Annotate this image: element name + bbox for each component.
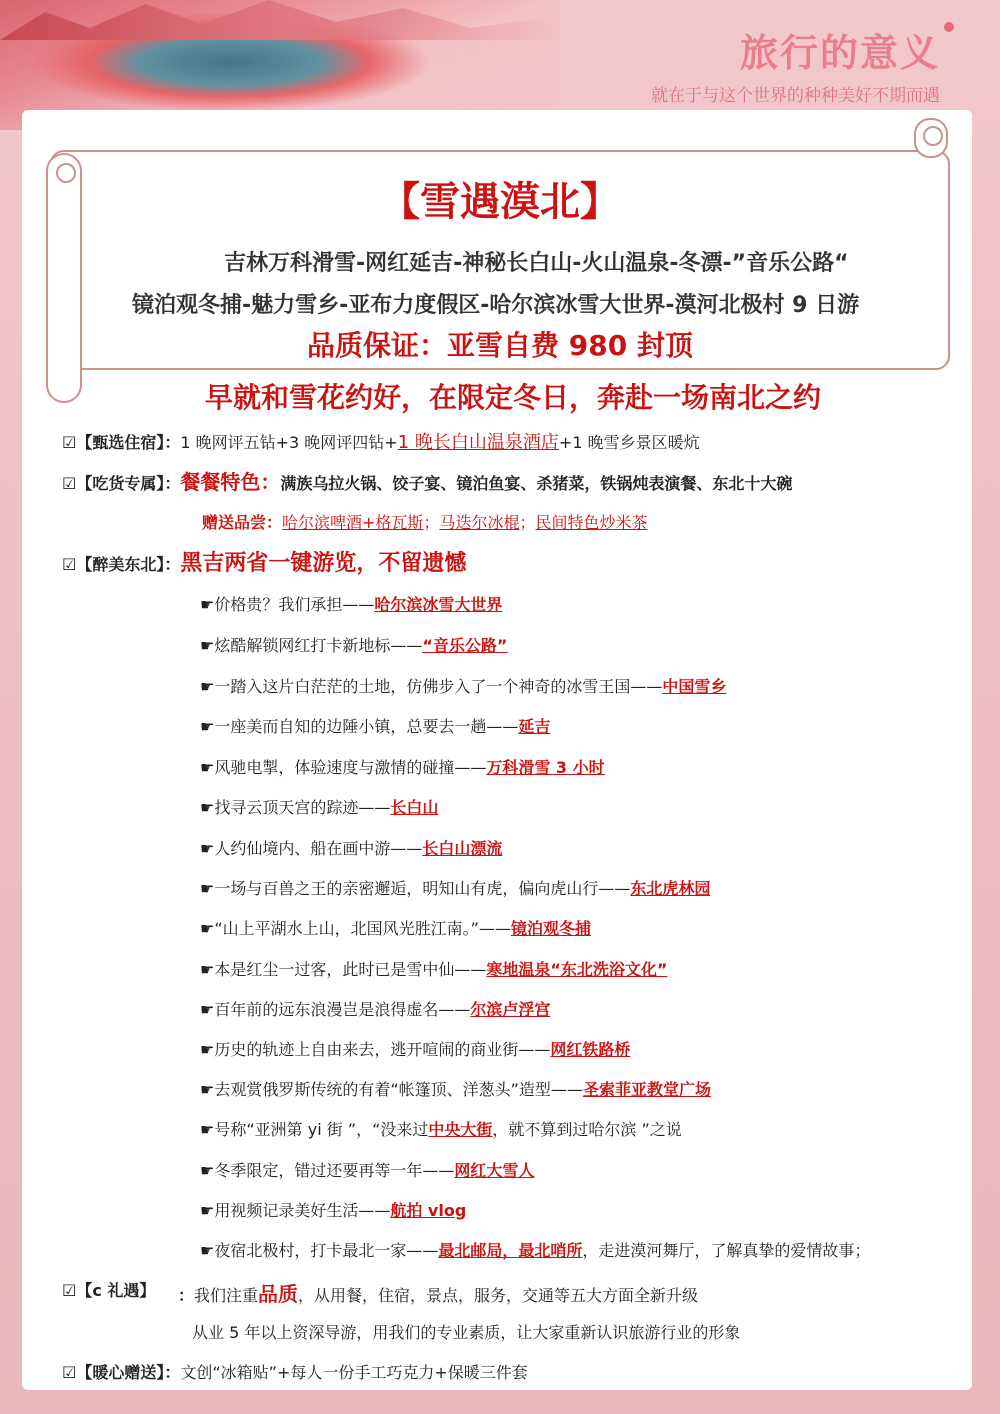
checkbox-icon: ☑ xyxy=(62,474,77,493)
list-item-highlight: 航拍 vlog xyxy=(390,1201,467,1220)
list-item-highlight: 长白山 xyxy=(390,798,439,817)
list-item-highlight: 圣索菲亚教堂广场 xyxy=(582,1080,711,1099)
list-item: ☛价格贵？我们承担——哈尔滨冰雪大世界 xyxy=(200,595,503,614)
service-text-2: ，从用餐，住宿，景点，服务，交通等五大方面全新升级 xyxy=(298,1286,699,1305)
service-colon: ： xyxy=(178,1286,195,1305)
checkbox-icon: ☑ xyxy=(62,555,77,574)
list-item-highlight: 中国雪乡 xyxy=(662,677,727,696)
list-item: ☛一踏入这片白茫茫的土地，仿佛步入了一个神奇的冰雪王国——中国雪乡 xyxy=(200,677,727,696)
service-row xyxy=(62,1278,155,1301)
food-gift-label: 赠送品尝： xyxy=(202,513,283,532)
service-text-1: 我们注重 xyxy=(194,1286,259,1305)
list-item-highlight: 延吉 xyxy=(518,717,551,736)
food-gift-3: 民间特色炒米茶 xyxy=(535,513,648,532)
food-gift-sep-2: ； xyxy=(519,513,536,532)
list-item-highlight: 东北虎林园 xyxy=(630,879,711,898)
list-item: ☛炫酷解锁网红打卡新地标——“音乐公路” xyxy=(200,636,508,655)
brand-dot-icon xyxy=(944,22,954,32)
hotel-row xyxy=(62,428,700,454)
route-line-1: 吉林万科滑雪-网红延吉-神秘长白山-火山温泉-冬漂-”音乐公路“ xyxy=(224,251,849,276)
list-item: ☛夜宿北极村，打卡最北一家——最北邮局，最北哨所，走进漠河舞厅，了解真挚的爱情故事； xyxy=(200,1241,871,1260)
food-gift-sep-1: ； xyxy=(423,513,440,532)
service-highlight: 品质 xyxy=(258,1282,299,1306)
list-item-highlight: 最北邮局，最北哨所 xyxy=(438,1241,583,1260)
slogan: 早就和雪花约好，在限定冬日，奔赴一场南北之约 xyxy=(204,381,821,414)
gift-text: 文创“冰箱贴”+每人一份手工巧克力+保暖三件套 xyxy=(180,1363,528,1382)
service-text-row xyxy=(178,1278,698,1307)
hotel-text-1: 1 晚网评五钻+3 晚网评四钻+ xyxy=(180,433,398,452)
food-label: 【吃货专属】： xyxy=(76,474,181,493)
hotel-label: 【甄选住宿】： xyxy=(76,433,181,452)
list-item: ☛历史的轨迹上自由来去，逃开喧闹的商业街——网红铁路桥 xyxy=(200,1040,631,1059)
list-item-highlight: 网红大雪人 xyxy=(454,1161,535,1180)
list-item-highlight: 长白山漂流 xyxy=(422,839,503,858)
list-item: ☛本是红尘一过客，此时已是雪中仙——寒地温泉“东北洗浴文化” xyxy=(200,960,668,979)
service-line-2: 从业 5 年以上资深导游，用我们的专业素质，让大家重新认识旅游行业的形象 xyxy=(192,1323,741,1342)
service-label: 【c 礼遇】 xyxy=(76,1281,156,1300)
food-gift-2: 马迭尔冰棍 xyxy=(439,513,520,532)
list-item-highlight: 哈尔滨冰雪大世界 xyxy=(374,595,503,614)
list-item: ☛一场与百兽之王的亲密邂逅，明知山有虎，偏向虎山行——东北虎林园 xyxy=(200,879,711,898)
list-item: ☛号称“亚洲第 yi 街 ”，“没来过中央大街，就不算到过哈尔滨 ”之说 xyxy=(200,1120,682,1139)
list-item: ☛找寻云顶天宫的踪迹——长白山 xyxy=(200,798,439,817)
scroll-curl-right xyxy=(914,118,948,158)
page-title: 【雪遇漠北】 xyxy=(380,179,620,225)
tour-label: 【醉美东北】： xyxy=(76,555,181,574)
food-gift-1: 哈尔滨啤酒+格瓦斯 xyxy=(282,513,424,532)
food-feature-text: 满族乌拉火锅、饺子宴、镜泊鱼宴、杀猪菜，铁锅炖表演餐、东北十大碗 xyxy=(280,474,793,493)
list-item-highlight: 中央大街 xyxy=(428,1120,493,1139)
list-item: ☛“山上平湖水上山，北国风光胜江南。”——镜泊观冬捕 xyxy=(200,919,591,938)
list-item: ☛去观赏俄罗斯传统的有着“帐篷顶、洋葱头”造型——圣索菲亚教堂广场 xyxy=(200,1080,711,1099)
gift-label: 【暖心赠送】： xyxy=(76,1363,181,1382)
brand-title: 旅行的意义 xyxy=(739,31,940,75)
tour-headline: 黑吉两省一键游览，不留遗憾 xyxy=(180,551,467,576)
checkbox-icon: ☑ xyxy=(62,1363,77,1382)
route-line-2: 镜泊观冬捕-魅力雪乡-亚布力度假区-哈尔滨冰雪大世界-漠河北极村 9 日游 xyxy=(132,293,860,318)
list-item: ☛用视频记录美好生活——航拍 vlog xyxy=(200,1201,467,1220)
brand-subtitle: 就在于与这个世界的种种美好不期而遇 xyxy=(651,86,940,106)
food-gift-row xyxy=(202,510,648,533)
list-item-highlight: 网红铁路桥 xyxy=(550,1040,631,1059)
list-item-highlight: 尔滨卢浮宫 xyxy=(470,1000,551,1019)
list-item: ☛冬季限定，错过还要再等一年——网红大雪人 xyxy=(200,1161,535,1180)
checkbox-icon: ☑ xyxy=(62,433,77,452)
hotel-text-2: +1 晚雪乡景区暖炕 xyxy=(558,433,700,452)
list-item: ☛人约仙境内、船在画中游——长白山漂流 xyxy=(200,839,503,858)
list-item: ☛风驰电掣，体验速度与激情的碰撞——万科滑雪 3 小时 xyxy=(200,758,605,777)
list-item-highlight: 镜泊观冬捕 xyxy=(510,919,591,938)
tour-row xyxy=(62,546,466,577)
food-row xyxy=(62,466,792,495)
list-item: ☛一座美而自知的边陲小镇，总要去一趟——延吉 xyxy=(200,717,551,736)
list-item: ☛百年前的远东浪漫岂是浪得虚名——尔滨卢浮宫 xyxy=(200,1000,551,1019)
list-item-highlight: 万科滑雪 3 小时 xyxy=(486,758,605,777)
checkbox-icon: ☑ xyxy=(62,1281,77,1300)
brand xyxy=(651,22,940,106)
food-feature-label: 餐餐特色： xyxy=(180,470,281,494)
quality-guarantee: 品质保证：亚雪自费 980 封顶 xyxy=(307,329,693,362)
gift-row xyxy=(62,1360,528,1383)
list-item-highlight: 寒地温泉“东北洗浴文化” xyxy=(486,960,668,979)
list-item-highlight: “音乐公路” xyxy=(422,636,508,655)
hotel-highlight: 1 晚长白山温泉酒店 xyxy=(397,432,559,453)
